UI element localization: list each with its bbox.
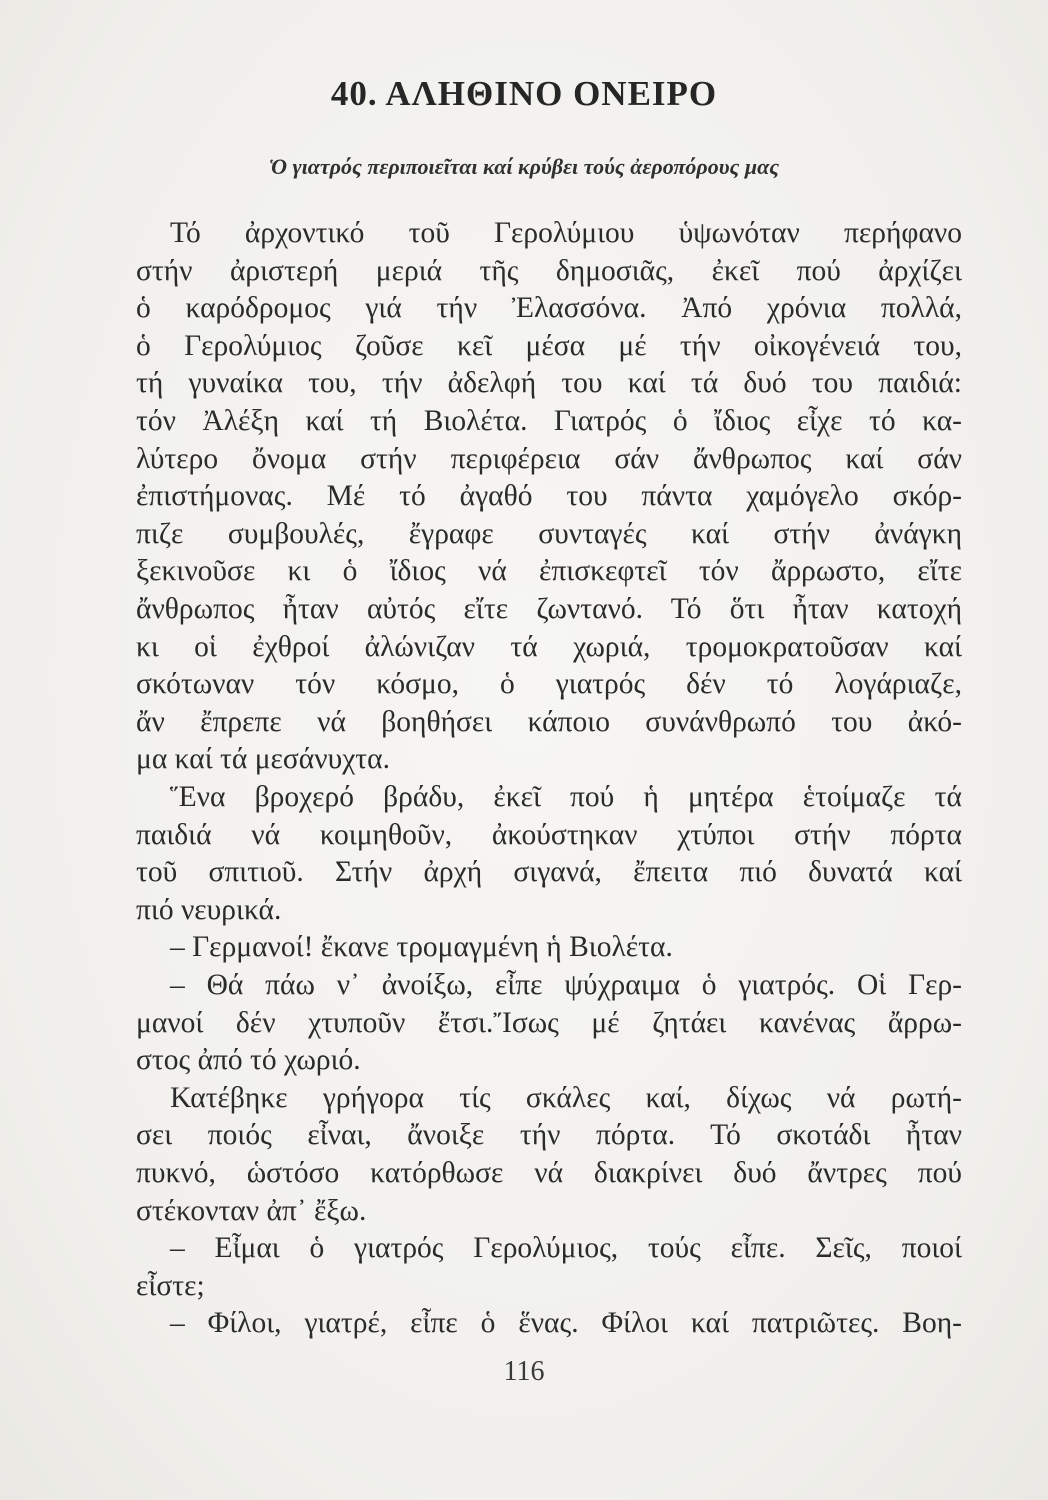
text-line: παιδιά νά κοιμηθοῦν, ἀκούστηκαν χτύποι στήν πόρτα (136, 818, 962, 851)
text-line: μανοί δέν χτυποῦν ἔτσι.Ἴσως μέ ζητάει κανένας ἄρρω- (136, 1006, 962, 1039)
text-line: μα καί τά μεσάνυχτα. (136, 743, 390, 776)
text-line: πιζε συμβουλές, ἔγραφε συνταγές καί στήν ἀνάγκη (136, 517, 962, 550)
text-line: ἄν ἔπρεπε νά βοηθήσει κάποιο συνάνθρωπό του ἀκό- (136, 705, 962, 738)
text-line: λύτερο ὄνομα στήν περιφέρεια σάν ἄνθρωπος καί σάν (136, 442, 962, 475)
text-line: σει ποιός εἶναι, ἄνοιξε τήν πόρτα. Τό σκοτάδι ἦταν (136, 1119, 962, 1152)
text-line: κι οἱ ἐχθροί ἀλώνιζαν τά χωριά, τρομοκρατοῦσαν καί (136, 630, 962, 663)
text-line: πιό νευρικά. (136, 893, 282, 926)
text-line: πυκνό, ὡστόσο κατόρθωσε νά διακρίνει δυό ἄντρες πού (136, 1157, 962, 1189)
chapter-subtitle: Ὁ γιατρός περιποιεῖται καί κρύβει τούς ἀεροπόρους μας (268, 154, 780, 179)
text-line: τοῦ σπιτιοῦ. Στήν ἀρχή σιγανά, ἔπειτα πιό δυνατά καί (136, 856, 962, 889)
text-line: στος ἀπό τό χωριό. (136, 1044, 361, 1077)
text-line: ξεκινοῦσε κι ὁ ἴδιος νά ἐπισκεφτεῖ τόν ἄρρωστο, εἴτε (136, 555, 962, 588)
text-line: ὁ καρόδρομος γιά τήν Ἐλασσόνα. Ἀπό χρόνια πολλά, (136, 292, 962, 325)
text-line: – Θά πάω ν᾿ ἀνοίξω, εἶπε ψύχραιμα ὁ γιατρός. Οἱ Γερ- (170, 969, 962, 1001)
text-line: Κατέβηκε γρήγορα τίς σκάλες καί, δίχως νά ρωτή- (170, 1081, 962, 1114)
text-line: – Εἶμαι ὁ γιατρός Γερολύμιος, τούς εἶπε. Σεῖς, ποιοί (170, 1232, 962, 1265)
text-line: ἄνθρωπος ἦταν αὐτός εἴτε ζωντανό. Τό ὅτι ἦταν κατοχή (136, 593, 962, 625)
text-line: εἶστε; (136, 1269, 205, 1302)
text-line: ὁ Γερολύμιος ζοῦσε κεῖ μέσα μέ τήν οἰκογένειά του, (136, 329, 962, 362)
text-line: τή γυναίκα του, τήν ἀδελφή του καί τά δυό του παιδιά: (136, 367, 962, 400)
text-line: στήν ἀριστερή μεριά τῆς δημοσιᾶς, ἐκεῖ πού ἀρχίζει (136, 254, 962, 287)
text-line: στέκονταν ἀπ᾿ ἔξω. (136, 1194, 367, 1227)
text-line: – Φίλοι, γιατρέ, εἶπε ὁ ἕνας. Φίλοι καί πατριῶτες. Βοη- (170, 1307, 962, 1340)
text-line: Ἕνα βροχερό βράδυ, ἐκεῖ πού ἡ μητέρα ἑτοίμαζε τά (170, 781, 962, 813)
chapter-title: 40. ΑΛΗΘΙΝΟ ΟΝΕΙΡΟ (330, 74, 718, 113)
text-line: Τό ἀρχοντικό τοῦ Γερολύμιου ὑψωνόταν περήφανο (170, 217, 962, 249)
text-line: τόν Ἀλέξη καί τή Βιολέτα. Γιατρός ὁ ἴδιος εἶχε τό κα- (136, 405, 962, 437)
text-line: – Γερμανοί! ἔκανε τρομαγμένη ἡ Βιολέτα. (170, 931, 673, 964)
page-number: 116 (503, 1356, 545, 1387)
text-line: ἐπιστήμονας. Μέ τό ἀγαθό του πάντα χαμόγελο σκόρ- (136, 480, 962, 513)
text-line: σκότωναν τόν κόσμο, ὁ γιατρός δέν τό λογάριαζε, (136, 668, 962, 701)
